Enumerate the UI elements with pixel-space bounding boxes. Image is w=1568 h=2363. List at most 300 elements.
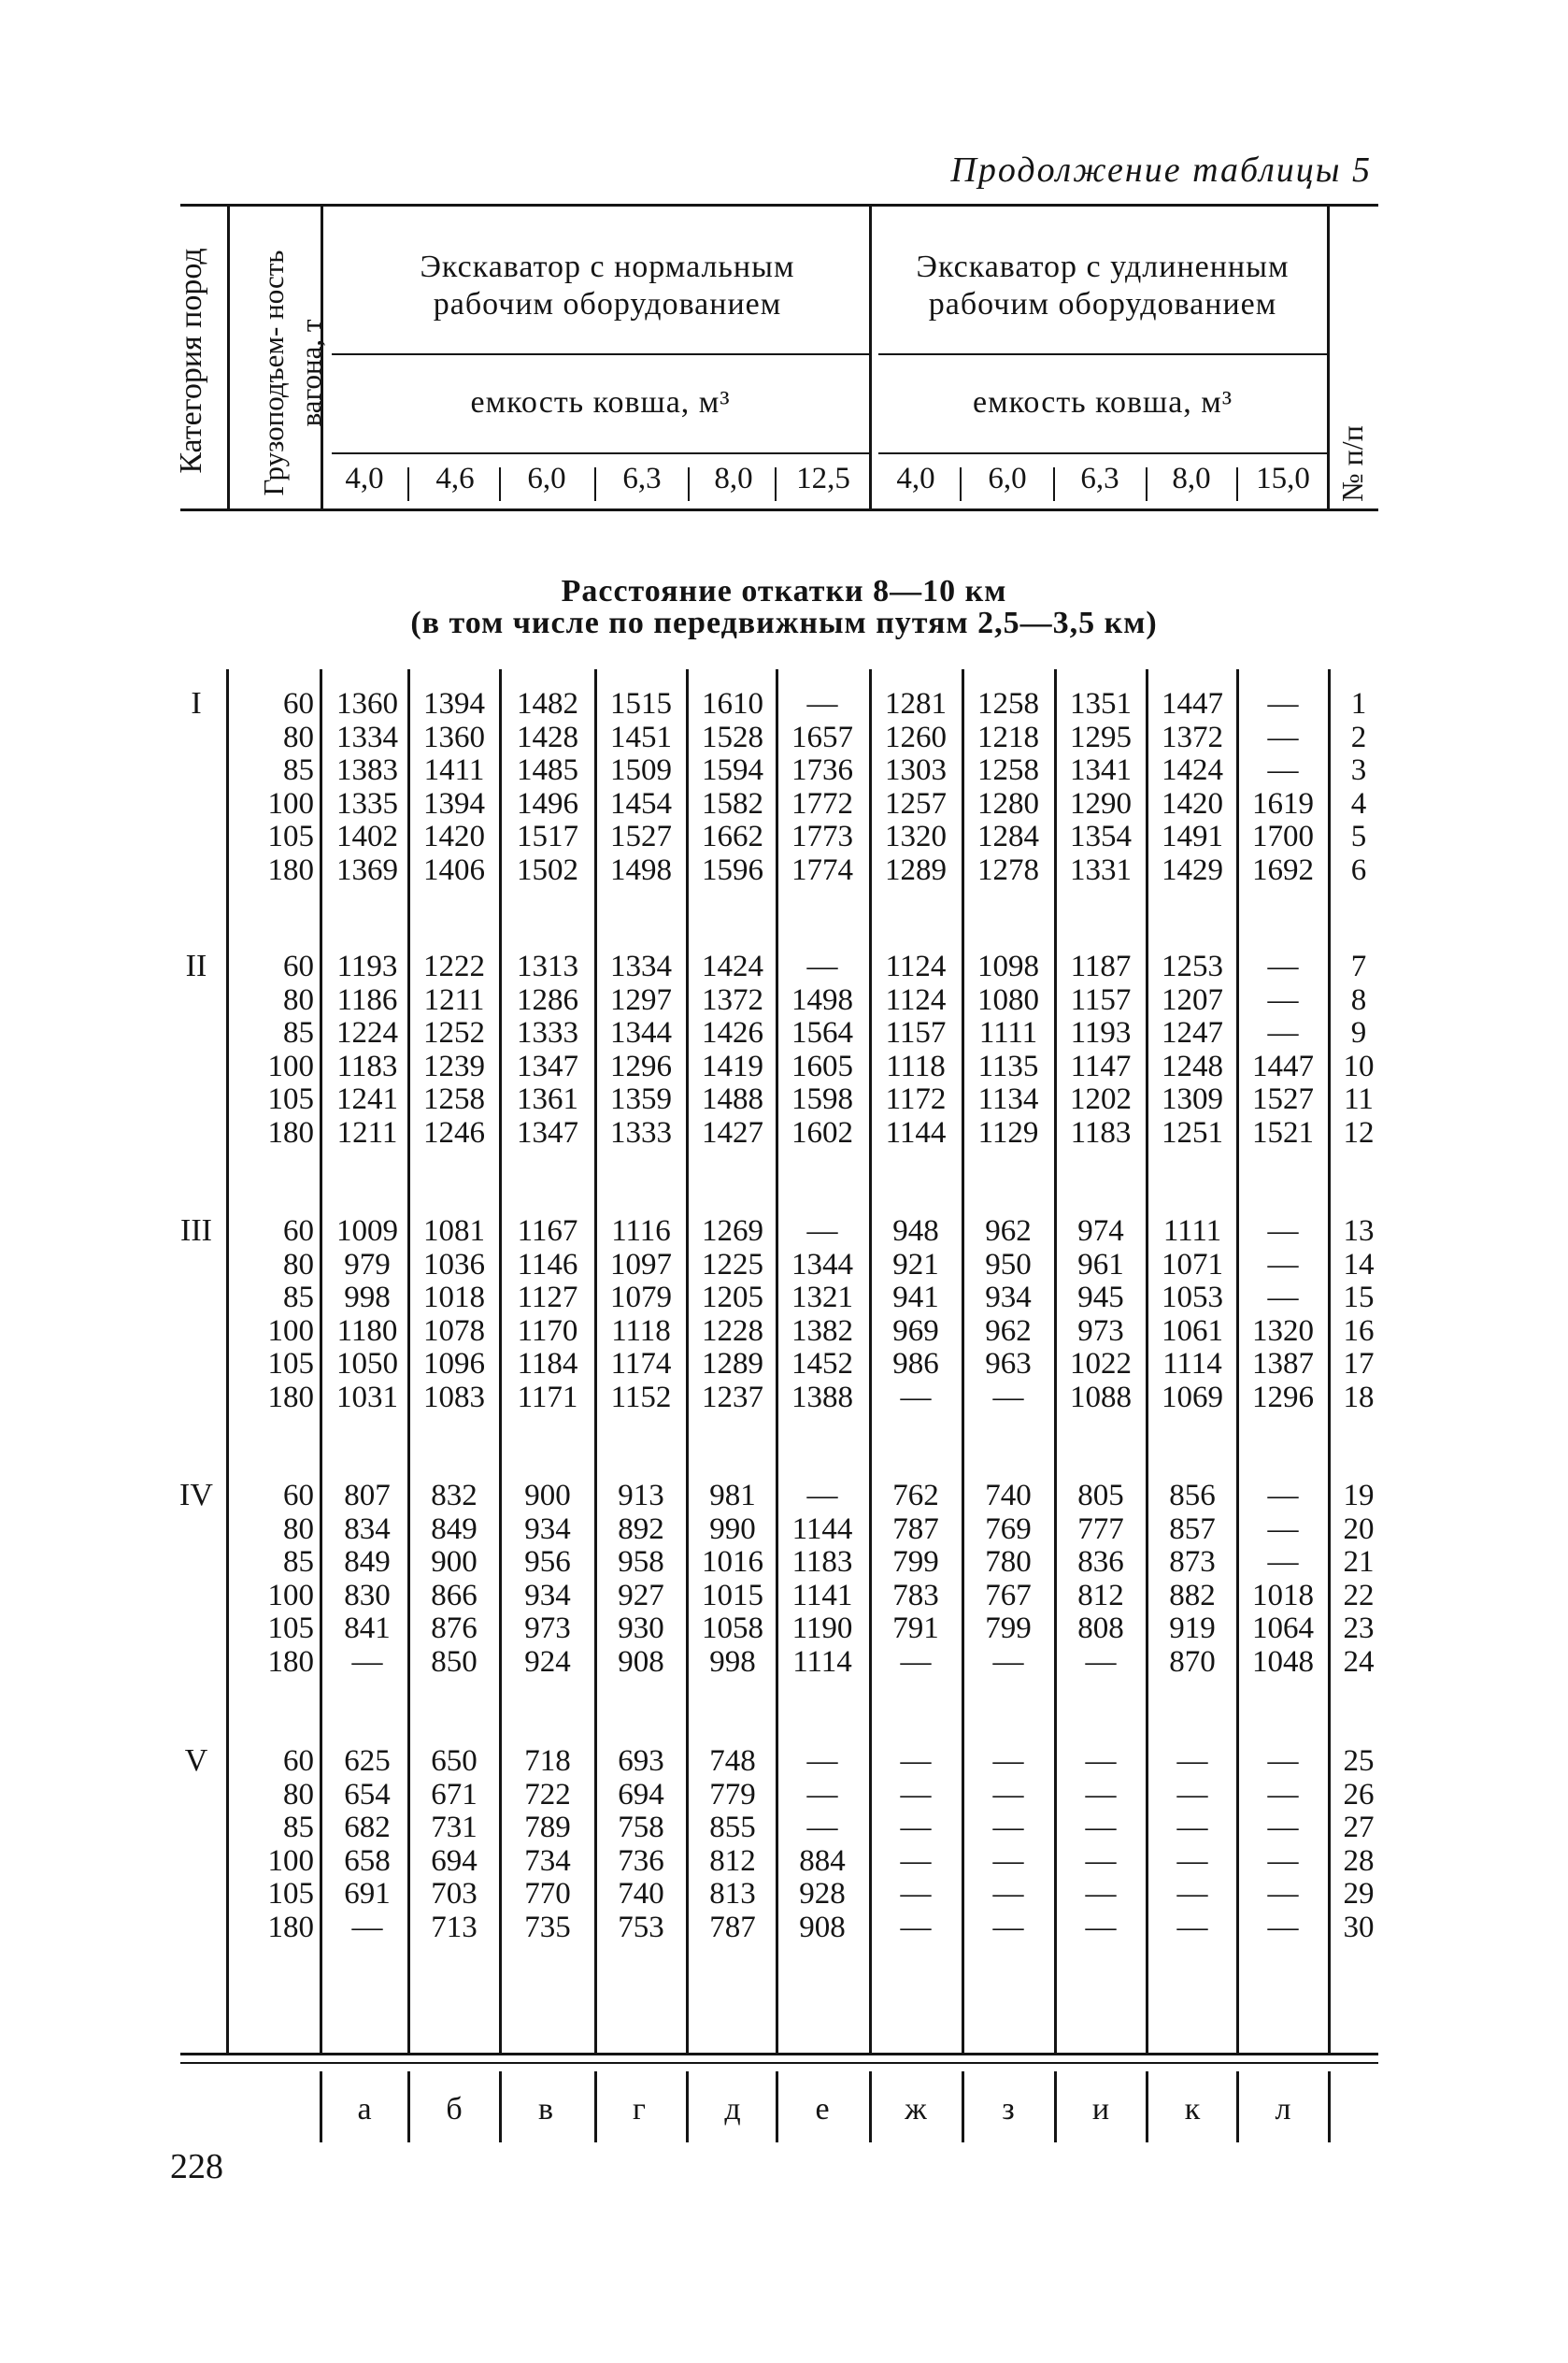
table-cell: 1269: [702, 1214, 763, 1248]
wagon-capacity: 105: [267, 1877, 314, 1912]
value-column-з: [963, 1215, 1053, 1415]
value-column-в: [503, 1480, 592, 1680]
table-cell: 1224: [336, 1016, 398, 1051]
table-cell: 762: [892, 1479, 939, 1512]
table-cell: 1372: [1162, 720, 1223, 754]
table-cell: —: [900, 1744, 932, 1778]
table-cell: 934: [985, 1281, 1032, 1315]
wagon-capacity: 80: [283, 1511, 314, 1546]
table-cell: 908: [799, 1910, 846, 1944]
table-cell: —: [806, 1214, 838, 1248]
table-cell: 735: [524, 1910, 571, 1944]
continuation-caption: Продолжение таблицы 5: [950, 150, 1372, 190]
bucket-sep: [960, 467, 962, 501]
table-cell: 1426: [702, 1016, 763, 1051]
value-column-л: [1238, 688, 1328, 888]
column-letter: е: [815, 2092, 830, 2127]
table-cell: 1313: [517, 950, 578, 983]
value-column-а: [322, 1745, 412, 1945]
value-column-д: [688, 688, 777, 888]
bucket-sep: [1236, 467, 1238, 501]
table-cell: 990: [709, 1511, 756, 1546]
table-cell: 1424: [1162, 753, 1223, 788]
table-cell: 998: [709, 1644, 756, 1679]
table-cell: 873: [1169, 1545, 1216, 1580]
value-column-в: [503, 1215, 592, 1415]
table-cell: 1419: [702, 1049, 763, 1083]
table-cell: 1321: [791, 1281, 853, 1315]
value-column-а: [322, 951, 412, 1151]
value-column-ж: [871, 1745, 961, 1945]
table-cell: 1295: [1070, 720, 1132, 754]
rock-category: II: [185, 949, 207, 983]
table-cell: 855: [709, 1811, 756, 1845]
table-cell: 1186: [336, 982, 398, 1017]
rock-category: I: [191, 686, 202, 721]
rock-category: IV: [179, 1478, 213, 1512]
row-number: 2: [1350, 720, 1367, 754]
number-header: № п/п: [1335, 425, 1369, 502]
table-cell: —: [1267, 1910, 1299, 1944]
table-cell: 857: [1169, 1511, 1216, 1546]
table-cell: 1515: [610, 687, 672, 721]
table-cell: —: [806, 687, 838, 721]
value-column-б: [409, 1480, 499, 1680]
value-column-д: [688, 1215, 777, 1415]
table-cell: 1118: [886, 1049, 946, 1083]
table-cell: 1114: [1162, 1347, 1222, 1382]
table-cell: 1296: [610, 1049, 672, 1083]
table-cell: 1258: [977, 753, 1039, 788]
value-column-г: [596, 1215, 686, 1415]
table-cell: —: [1267, 1843, 1299, 1878]
table-cell: 1528: [702, 720, 763, 754]
table-cell: —: [900, 1811, 932, 1845]
table-cell: 1341: [1070, 753, 1132, 788]
footer-rule-top: [180, 2053, 1378, 2055]
table-cell: 787: [709, 1910, 756, 1944]
table-cell: 1527: [610, 820, 672, 854]
table-cell: 921: [892, 1247, 939, 1282]
table-cell: 849: [431, 1511, 478, 1546]
table-cell: 671: [431, 1777, 478, 1812]
wagon-capacity: 100: [267, 1843, 314, 1878]
row-number: 9: [1350, 1016, 1367, 1051]
table-cell: 908: [618, 1644, 664, 1679]
table-cell: 1124: [885, 982, 947, 1017]
table-cell: 799: [985, 1611, 1032, 1646]
table-cell: 1289: [702, 1347, 763, 1382]
value-column-л: [1238, 1215, 1328, 1415]
rock-category: III: [180, 1213, 212, 1248]
value-column-к: [1147, 1480, 1237, 1680]
table-cell: —: [1267, 1281, 1299, 1315]
value-column-е: [777, 1480, 867, 1680]
wagon-capacity: 60: [283, 950, 314, 983]
table-cell: 1451: [610, 720, 672, 754]
table-cell: 1111: [1162, 1214, 1222, 1248]
value-column-и: [1056, 1215, 1146, 1415]
bucket-size: 6,3: [622, 462, 662, 495]
table-cell: —: [1085, 1644, 1117, 1679]
table-cell: 740: [985, 1479, 1032, 1512]
table-cell: 841: [344, 1611, 391, 1646]
table-cell: 779: [709, 1777, 756, 1812]
row-number-column: [1331, 1745, 1387, 1945]
table-cell: —: [806, 1479, 838, 1512]
table-cell: 1309: [1162, 1082, 1223, 1117]
table-cell: 713: [431, 1910, 478, 1944]
wagon-capacity-column: [232, 1215, 314, 1415]
table-cell: 1334: [336, 720, 398, 754]
table-cell: 876: [431, 1611, 478, 1646]
table-cell: 961: [1077, 1247, 1124, 1282]
table-cell: 919: [1169, 1611, 1216, 1646]
value-column-а: [322, 1215, 412, 1415]
table-cell: —: [900, 1644, 932, 1679]
row-number: 20: [1343, 1511, 1375, 1546]
table-cell: 1116: [611, 1214, 671, 1248]
row-number: 6: [1350, 852, 1367, 887]
value-column-д: [688, 951, 777, 1151]
bucket-size: 8,0: [1172, 462, 1211, 495]
table-cell: 1080: [977, 982, 1039, 1017]
table-cell: 1152: [610, 1380, 672, 1414]
table-cell: —: [1267, 687, 1299, 721]
row-number: 14: [1343, 1247, 1375, 1282]
wagon-capacity: 60: [283, 1479, 314, 1512]
value-column-г: [596, 688, 686, 888]
row-number: 28: [1343, 1843, 1375, 1878]
table-cell: 1286: [517, 982, 578, 1017]
table-cell: —: [1267, 1744, 1299, 1778]
table-cell: 1183: [336, 1049, 398, 1083]
wagon-capacity-column: [232, 1745, 314, 1945]
section-title-line2: (в том числе по передвижным путям 2,5—3,5 км): [410, 606, 1158, 640]
table-cell: —: [1267, 1214, 1299, 1248]
table-cell: 1369: [336, 852, 398, 887]
table-cell: —: [992, 1811, 1024, 1845]
table-cell: 1211: [336, 1115, 398, 1150]
bucket-sep: [688, 467, 690, 501]
table-cell: 832: [431, 1479, 478, 1512]
normal-equipment-header: Экскаватор с нормальным рабочим оборудованием: [420, 250, 795, 322]
table-cell: —: [806, 1811, 838, 1845]
table-cell: 1619: [1252, 786, 1314, 821]
table-cell: 1018: [423, 1281, 485, 1315]
table-cell: 722: [524, 1777, 571, 1812]
table-cell: 1118: [611, 1313, 671, 1348]
value-column-з: [963, 1480, 1053, 1680]
table-cell: 1253: [1162, 950, 1223, 983]
value-column-д: [688, 1480, 777, 1680]
bucket-divider-extended: [878, 452, 1327, 454]
wagon-capacity: 105: [267, 1611, 314, 1646]
table-cell: 948: [892, 1214, 939, 1248]
table-cell: —: [992, 1380, 1024, 1414]
table-cell: —: [806, 950, 838, 983]
row-number: 1: [1350, 687, 1367, 721]
table-cell: 1061: [1162, 1313, 1223, 1348]
table-cell: 1157: [885, 1016, 947, 1051]
table-cell: 973: [524, 1611, 571, 1646]
table-cell: —: [1176, 1910, 1208, 1944]
value-column-в: [503, 1745, 592, 1945]
table-cell: 1354: [1070, 820, 1132, 854]
table-cell: —: [1176, 1843, 1208, 1878]
table-cell: 1289: [885, 852, 947, 887]
column-letter: б: [446, 2092, 463, 2127]
table-cell: 1180: [336, 1313, 398, 1348]
value-column-и: [1056, 1745, 1146, 1945]
section-title-line1: Расстояние откатки 8—10 км: [561, 574, 1007, 609]
bucket-divider-normal: [332, 452, 869, 454]
column-letter: ж: [905, 2092, 927, 2127]
table-cell: —: [1085, 1877, 1117, 1912]
table-cell: 1424: [702, 950, 763, 983]
table-cell: 945: [1077, 1281, 1124, 1315]
table-cell: 1088: [1070, 1380, 1132, 1414]
table-cell: 1016: [702, 1545, 763, 1580]
bucket-size: 4,0: [345, 462, 384, 495]
value-column-и: [1056, 951, 1146, 1151]
table-cell: 736: [618, 1843, 664, 1878]
row-number: 7: [1350, 950, 1367, 983]
wagon-capacity: 60: [283, 687, 314, 721]
letter-separator: [1328, 2071, 1331, 2142]
table-cell: 1331: [1070, 852, 1132, 887]
value-column-ж: [871, 688, 961, 888]
value-column-и: [1056, 1480, 1146, 1680]
table-cell: 812: [709, 1843, 756, 1878]
table-cell: —: [900, 1910, 932, 1944]
table-cell: 1079: [610, 1281, 672, 1315]
table-cell: —: [1176, 1877, 1208, 1912]
value-column-е: [777, 951, 867, 1151]
table-cell: 1303: [885, 753, 947, 788]
table-cell: 1605: [791, 1049, 853, 1083]
value-column-в: [503, 951, 592, 1151]
table-cell: 1320: [885, 820, 947, 854]
table-cell: 1015: [702, 1578, 763, 1612]
row-number: 27: [1343, 1811, 1375, 1845]
table-cell: —: [992, 1877, 1024, 1912]
table-cell: 1237: [702, 1380, 763, 1414]
table-cell: 1246: [423, 1115, 485, 1150]
table-cell: 1171: [517, 1380, 578, 1414]
wagon-capacity: 180: [267, 1644, 314, 1679]
table-cell: 1205: [702, 1281, 763, 1315]
value-column-ж: [871, 1215, 961, 1415]
row-number: 24: [1343, 1644, 1375, 1679]
table-cell: —: [1267, 1877, 1299, 1912]
table-cell: 1050: [336, 1347, 398, 1382]
table-cell: —: [900, 1777, 932, 1812]
table-cell: 1521: [1252, 1115, 1314, 1150]
table-cell: 1239: [423, 1049, 485, 1083]
table-cell: 892: [618, 1511, 664, 1546]
table-cell: 753: [618, 1910, 664, 1944]
table-cell: —: [1267, 1811, 1299, 1845]
row-number: 30: [1343, 1910, 1375, 1944]
table-cell: 1184: [517, 1347, 578, 1382]
bucket-capacity-normal: емкость ковша, м³: [470, 385, 731, 420]
value-column-в: [503, 688, 592, 888]
extended-equipment-header: Экскаватор с удлиненным рабочим оборудованием: [916, 250, 1290, 322]
row-number: 4: [1350, 786, 1367, 821]
table-cell: 1582: [702, 786, 763, 821]
bucket-sep: [775, 467, 777, 501]
table-cell: 1257: [885, 786, 947, 821]
table-cell: 1031: [336, 1380, 398, 1414]
table-cell: —: [1267, 753, 1299, 788]
table-cell: —: [992, 1644, 1024, 1679]
table-cell: 1692: [1252, 852, 1314, 887]
table-cell: 870: [1169, 1644, 1216, 1679]
footer-rule-bottom: [180, 2062, 1378, 2064]
bucket-size: 6,0: [988, 462, 1027, 495]
table-cell: 1662: [702, 820, 763, 854]
table-cell: 998: [344, 1281, 391, 1315]
table-cell: 1320: [1252, 1313, 1314, 1348]
table-cell: 934: [524, 1511, 571, 1546]
value-column-б: [409, 688, 499, 888]
table-cell: 1251: [1162, 1115, 1223, 1150]
bucket-sep: [407, 467, 409, 501]
table-cell: 650: [431, 1744, 478, 1778]
table-cell: —: [1267, 1511, 1299, 1546]
table-cell: 808: [1077, 1611, 1124, 1646]
table-cell: 1247: [1162, 1016, 1223, 1051]
value-column-е: [777, 1215, 867, 1415]
table-cell: —: [1267, 720, 1299, 754]
value-column-з: [963, 1745, 1053, 1945]
value-column-ж: [871, 1480, 961, 1680]
table-cell: 1736: [791, 753, 853, 788]
table-cell: 1447: [1162, 687, 1223, 721]
wagon-capacity: 100: [267, 1049, 314, 1083]
table-cell: 834: [344, 1511, 391, 1546]
table-cell: 1284: [977, 820, 1039, 854]
table-cell: 777: [1077, 1511, 1124, 1546]
table-cell: 1170: [517, 1313, 578, 1348]
table-cell: 758: [618, 1811, 664, 1845]
table-cell: 1096: [423, 1347, 485, 1382]
table-cell: 691: [344, 1877, 391, 1912]
table-cell: 930: [618, 1611, 664, 1646]
column-letter: д: [724, 2092, 741, 2127]
value-column-к: [1147, 1745, 1237, 1945]
table-cell: 1420: [1162, 786, 1223, 821]
table-cell: 928: [799, 1877, 846, 1912]
category-header: Категория пород: [174, 248, 208, 474]
table-cell: 1069: [1162, 1380, 1223, 1414]
wagon-capacity: 80: [283, 982, 314, 1017]
table-cell: 1018: [1252, 1578, 1314, 1612]
table-cell: 1183: [1070, 1115, 1132, 1150]
wagon-capacity: 105: [267, 1082, 314, 1117]
bucket-size: 15,0: [1256, 462, 1310, 495]
table-cell: —: [1085, 1777, 1117, 1812]
table-cell: 1248: [1162, 1049, 1223, 1083]
wagon-capacity: 80: [283, 1777, 314, 1812]
table-cell: 913: [618, 1479, 664, 1512]
capacity-header: Грузоподъем- ность вагона, т: [257, 250, 327, 496]
row-number: 17: [1343, 1347, 1375, 1382]
table-cell: 1111: [978, 1016, 1038, 1051]
row-number: 15: [1343, 1281, 1375, 1315]
table-cell: —: [1267, 950, 1299, 983]
table-cell: 1406: [423, 852, 485, 887]
wagon-capacity-column: [232, 1480, 314, 1680]
table-cell: 1222: [423, 950, 485, 983]
table-cell: 934: [524, 1578, 571, 1612]
table-cell: 1488: [702, 1082, 763, 1117]
table-cell: 1281: [885, 687, 947, 721]
table-cell: 658: [344, 1843, 391, 1878]
value-column-е: [777, 688, 867, 888]
table-cell: 1144: [885, 1115, 947, 1150]
column-letter: и: [1091, 2092, 1110, 2127]
value-column-г: [596, 1745, 686, 1945]
wagon-capacity: 60: [283, 1744, 314, 1778]
table-cell: 770: [524, 1877, 571, 1912]
bucket-sep: [499, 467, 501, 501]
wagon-capacity: 105: [267, 1347, 314, 1382]
value-column-е: [777, 1745, 867, 1945]
bucket-size: 6,0: [527, 462, 566, 495]
value-column-з: [963, 688, 1053, 888]
table-cell: 1347: [517, 1115, 578, 1150]
table-cell: 813: [709, 1877, 756, 1912]
table-cell: —: [992, 1910, 1024, 1944]
table-cell: 849: [344, 1545, 391, 1580]
table-cell: 783: [892, 1578, 939, 1612]
table-cell: 1498: [610, 852, 672, 887]
table-cell: 900: [431, 1545, 478, 1580]
table-cell: 1147: [1070, 1049, 1132, 1083]
table-cell: —: [1267, 1545, 1299, 1580]
row-number: 26: [1343, 1777, 1375, 1812]
table-cell: 1596: [702, 852, 763, 887]
table-cell: 1053: [1162, 1281, 1223, 1315]
table-cell: 1347: [517, 1049, 578, 1083]
bucket-sep: [594, 467, 596, 501]
column-letter: г: [633, 2092, 646, 2127]
wagon-capacity: 100: [267, 1578, 314, 1612]
table-cell: 1411: [423, 753, 485, 788]
page-number: 228: [170, 2147, 223, 2186]
table-cell: 1598: [791, 1082, 853, 1117]
table-cell: 1452: [791, 1347, 853, 1382]
table-cell: 1383: [336, 753, 398, 788]
row-number: 5: [1350, 820, 1367, 854]
table-cell: 1429: [1162, 852, 1223, 887]
table-cell: 1174: [610, 1347, 672, 1382]
table-cell: —: [1176, 1777, 1208, 1812]
row-number: 8: [1350, 982, 1367, 1017]
table-cell: 1058: [702, 1611, 763, 1646]
header-vline-3: [869, 204, 872, 511]
table-cell: —: [1267, 1479, 1299, 1512]
bucket-size: 8,0: [714, 462, 753, 495]
table-cell: 789: [524, 1811, 571, 1845]
table-cell: 986: [892, 1347, 939, 1382]
wagon-capacity: 85: [283, 1811, 314, 1845]
table-cell: —: [1176, 1811, 1208, 1845]
table-cell: 1193: [336, 950, 398, 983]
table-cell: 900: [524, 1479, 571, 1512]
